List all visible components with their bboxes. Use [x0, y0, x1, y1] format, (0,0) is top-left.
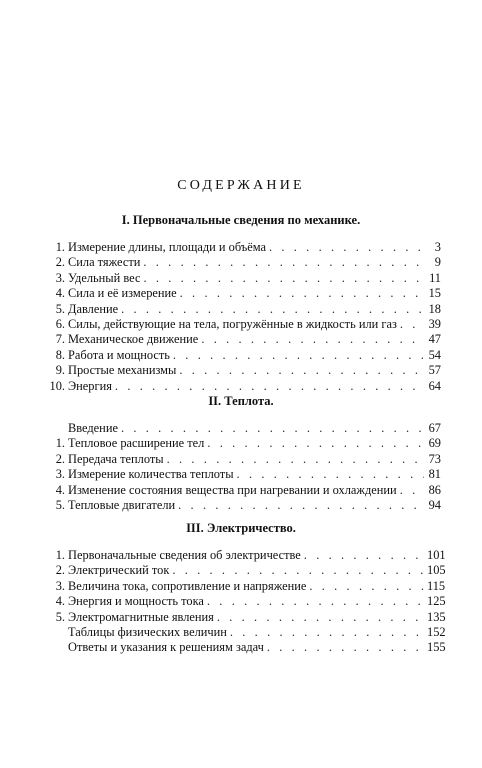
toc-list	[0, 240, 482, 394]
dot-leader	[400, 317, 424, 332]
entry-title: Ответы и указания к решениям задач	[68, 640, 264, 655]
section-electricity	[0, 520, 482, 656]
entry-page: 135	[427, 609, 446, 624]
dot-leader	[178, 498, 424, 513]
entry-page: 11	[429, 270, 441, 285]
entry-page: 3	[434, 240, 441, 254]
toc-entry	[41, 563, 446, 578]
entry-number: 9.	[55, 363, 65, 378]
toc-entry	[41, 240, 441, 255]
entry-page: 86	[428, 482, 441, 497]
entry-number: 10.	[49, 378, 65, 393]
dot-leader	[180, 286, 424, 301]
entry-page: 94	[428, 497, 441, 512]
entry-page: 101	[427, 548, 446, 562]
entry-number: 8.	[55, 347, 65, 362]
toc-entry	[41, 421, 441, 436]
entry-page: 15	[428, 286, 441, 301]
entry-title: Электрический ток	[68, 563, 170, 578]
entry-number: 1.	[55, 240, 65, 254]
entry-title: Механическое движение	[68, 332, 199, 347]
toc-entry	[41, 302, 441, 317]
section-title: II. Теплота.	[208, 394, 274, 408]
entry-page: 67	[428, 421, 441, 435]
entry-number: 5.	[55, 497, 65, 512]
dot-leader	[179, 363, 424, 378]
section-mechanics	[0, 212, 482, 394]
dot-leader	[201, 332, 424, 347]
entry-title: Электромагнитные явления	[68, 609, 214, 624]
dot-leader	[207, 594, 424, 609]
toc-entry	[41, 452, 441, 467]
entry-page: 39	[428, 316, 441, 331]
entry-page: 155	[427, 640, 446, 655]
toc-list	[0, 548, 482, 656]
entry-number: 3.	[55, 270, 65, 285]
entry-title: Тепловые двигатели	[68, 497, 176, 512]
entry-number: 4.	[55, 286, 65, 301]
entry-page: 73	[428, 451, 441, 466]
entry-number: 5.	[55, 301, 65, 316]
page-title: СОДЕРЖАНИЕ	[177, 178, 305, 193]
entry-number: 2.	[55, 563, 65, 578]
toc-entry	[41, 548, 446, 563]
dot-leader	[237, 467, 424, 482]
toc-entry	[41, 483, 441, 498]
dot-leader	[309, 579, 424, 594]
toc-entry	[41, 498, 441, 513]
toc-entry	[41, 624, 446, 640]
toc-entry	[41, 317, 441, 332]
entry-page: 105	[427, 563, 446, 578]
entry-title: Энергия	[68, 378, 112, 393]
entry-title: Работа и мощность	[68, 347, 170, 362]
entry-title: Изменение состояния вещества при нагревании и охлаждении	[68, 482, 397, 497]
entry-title: Величина тока, сопротивление и напряжение	[68, 578, 307, 593]
entry-number: 6.	[55, 316, 65, 331]
entry-number: 7.	[55, 332, 65, 347]
dot-leader	[400, 483, 424, 498]
dot-leader	[115, 379, 424, 394]
entry-page: 57	[428, 363, 441, 378]
dot-leader	[143, 255, 424, 270]
entry-title: Измерение длины, площади и объёма	[68, 240, 266, 254]
entry-number: 4.	[55, 594, 65, 609]
dot-leader	[267, 640, 424, 655]
toc-entry	[41, 467, 441, 482]
entry-number: 2.	[55, 451, 65, 466]
entry-page: 54	[428, 347, 441, 362]
dot-leader	[121, 421, 424, 436]
entry-number: 3.	[55, 578, 65, 593]
toc-entry	[41, 594, 446, 609]
toc-entry	[41, 640, 446, 655]
toc-entry	[41, 332, 441, 347]
entry-page: 152	[427, 624, 446, 639]
entry-number: 4.	[55, 482, 65, 497]
entry-title: Простые механизмы	[68, 363, 177, 378]
entry-title: Первоначальные сведения об электричестве	[68, 548, 301, 562]
toc-entry	[41, 286, 441, 301]
entry-page: 18	[428, 301, 441, 316]
entry-number: 1.	[55, 436, 65, 451]
entry-title: Таблицы физических величин	[68, 624, 227, 639]
dot-leader	[207, 436, 424, 451]
toc-entry	[41, 271, 441, 286]
entry-page: 125	[427, 594, 446, 609]
section-title: I. Первоначальные сведения по механике.	[121, 213, 361, 227]
entry-page: 9	[434, 255, 441, 270]
entry-number: 5.	[55, 609, 65, 624]
dot-leader	[217, 610, 424, 625]
toc-entry	[41, 348, 441, 363]
dot-leader	[173, 348, 424, 363]
toc-entry	[41, 255, 441, 270]
entry-number: 2.	[55, 255, 65, 270]
entry-title: Удельный вес	[68, 270, 141, 285]
entry-page: 81	[428, 467, 441, 482]
dot-leader	[172, 563, 424, 578]
dot-leader	[121, 302, 424, 317]
entry-title: Энергия и мощность тока	[68, 594, 204, 609]
entry-title: Введение	[68, 421, 118, 435]
dot-leader	[167, 452, 424, 467]
toc-entry	[41, 609, 446, 625]
toc-entry	[41, 578, 446, 594]
entry-title: Передача теплоты	[68, 451, 164, 466]
dot-leader	[269, 240, 424, 255]
entry-page: 64	[428, 378, 441, 393]
entry-title: Измерение количества теплоты	[68, 467, 234, 482]
dot-leader	[230, 625, 424, 640]
entry-page: 47	[428, 332, 441, 347]
entry-number: 3.	[55, 467, 65, 482]
entry-title: Тепловое расширение тел	[68, 436, 205, 451]
entry-title: Сила и её измерение	[68, 286, 177, 301]
section-title: III. Электричество.	[186, 521, 296, 535]
entry-title: Сила тяжести	[68, 255, 141, 270]
entry-page: 115	[427, 578, 446, 593]
toc-entry	[41, 436, 441, 451]
toc-list	[0, 421, 482, 513]
section-heat	[0, 393, 482, 513]
dot-leader	[304, 548, 424, 563]
entry-page: 69	[428, 436, 441, 451]
entry-title: Силы, действующие на тела, погружённые в жидкость или газ	[68, 316, 397, 331]
entry-number: 1.	[55, 548, 65, 562]
toc-entry	[41, 363, 441, 378]
entry-title: Давление	[68, 301, 119, 316]
dot-leader	[143, 271, 424, 286]
toc-entry	[41, 379, 441, 394]
